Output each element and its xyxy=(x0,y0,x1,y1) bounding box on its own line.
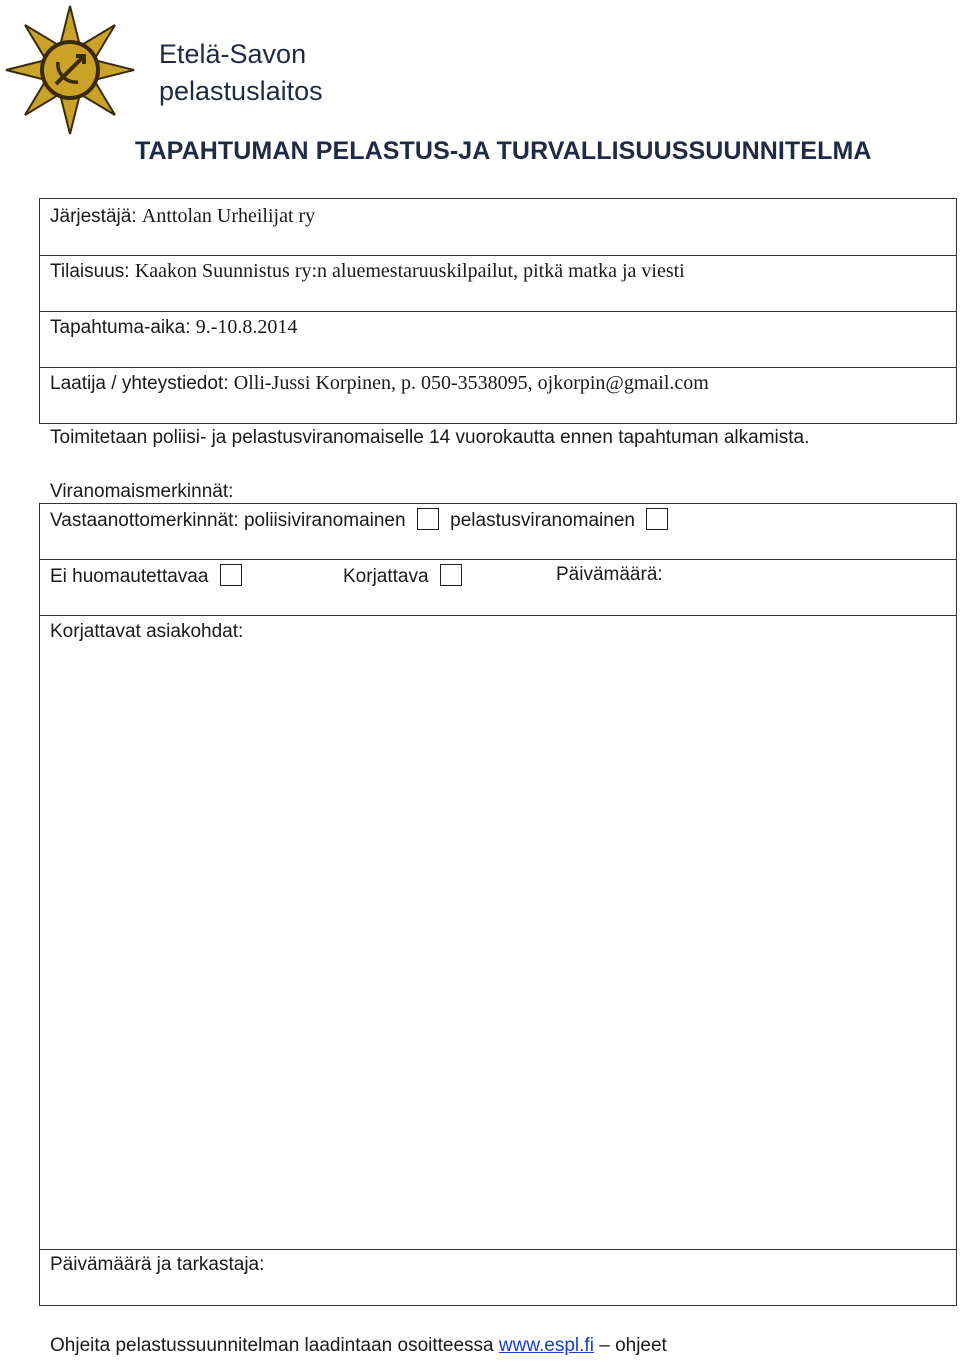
footer-text-after: – ohjeet xyxy=(599,1335,667,1356)
rescue-checkbox[interactable] xyxy=(646,508,668,530)
authority-box xyxy=(39,503,957,1306)
author-value: Olli-Jussi Korpinen, p. 050-3538095, ojkorpin@gmail.com xyxy=(233,372,709,394)
organization-name xyxy=(159,36,323,110)
star-emblem-icon xyxy=(4,4,136,136)
event-row xyxy=(40,256,956,312)
no-remarks-label: Ei huomautettavaa xyxy=(50,566,209,587)
submission-notice: Toimitetaan poliisi- ja pelastusviranomaiselle 14 vuorokautta ennen tapahtuman alkamista. xyxy=(50,427,810,448)
inspector-row[interactable] xyxy=(40,1250,956,1305)
org-name-line2: pelastuslaitos xyxy=(159,76,323,106)
event-time-label: Tapahtuma-aika: xyxy=(50,317,191,338)
footer-text: Ohjeita pelastussuunnitelman laadintaan osoitteessa xyxy=(50,1335,494,1356)
espl-link[interactable]: www.espl.fi xyxy=(498,1335,594,1356)
authority-heading: Viranomaismerkinnät: xyxy=(50,481,234,502)
inspector-label: Päivämäärä ja tarkastaja: xyxy=(50,1254,265,1275)
author-row xyxy=(40,368,956,424)
police-checkbox[interactable] xyxy=(417,508,439,530)
to-fix-checkbox[interactable] xyxy=(440,564,462,586)
author-label: Laatija / yhteystiedot: xyxy=(50,373,229,394)
items-to-fix-label: Korjattavat asiakohdat: xyxy=(50,621,244,642)
event-value: Kaakon Suunnistus ry:n aluemestaruuskilpailut, pitkä matka ja viesti xyxy=(134,260,685,282)
organizer-value: Anttolan Urheilijat ry xyxy=(141,205,316,227)
organizer-row xyxy=(40,199,956,256)
event-time-value: 9.-10.8.2014 xyxy=(195,316,298,338)
police-label: poliisiviranomainen xyxy=(243,510,406,531)
decision-date-label: Päivämäärä: xyxy=(556,564,663,585)
no-remarks-checkbox[interactable] xyxy=(220,564,242,586)
rescue-label: pelastusviranomainen xyxy=(450,510,635,531)
receipt-label: Vastaanottomerkinnät: xyxy=(50,510,239,531)
decision-row xyxy=(40,560,956,616)
org-name-line1: Etelä-Savon xyxy=(159,39,307,69)
organizer-label: Järjestäjä: xyxy=(50,206,137,227)
event-time-row xyxy=(40,312,956,368)
footer-instructions xyxy=(50,1335,667,1357)
document-title: TAPAHTUMAN PELASTUS-JA TURVALLISUUSSUUNNITELMA xyxy=(135,137,872,165)
to-fix-label: Korjattava xyxy=(343,566,429,587)
event-label: Tilaisuus: xyxy=(50,261,130,282)
items-to-fix-area[interactable] xyxy=(40,616,956,1250)
event-info-box xyxy=(39,198,957,424)
receipt-row xyxy=(40,504,956,560)
